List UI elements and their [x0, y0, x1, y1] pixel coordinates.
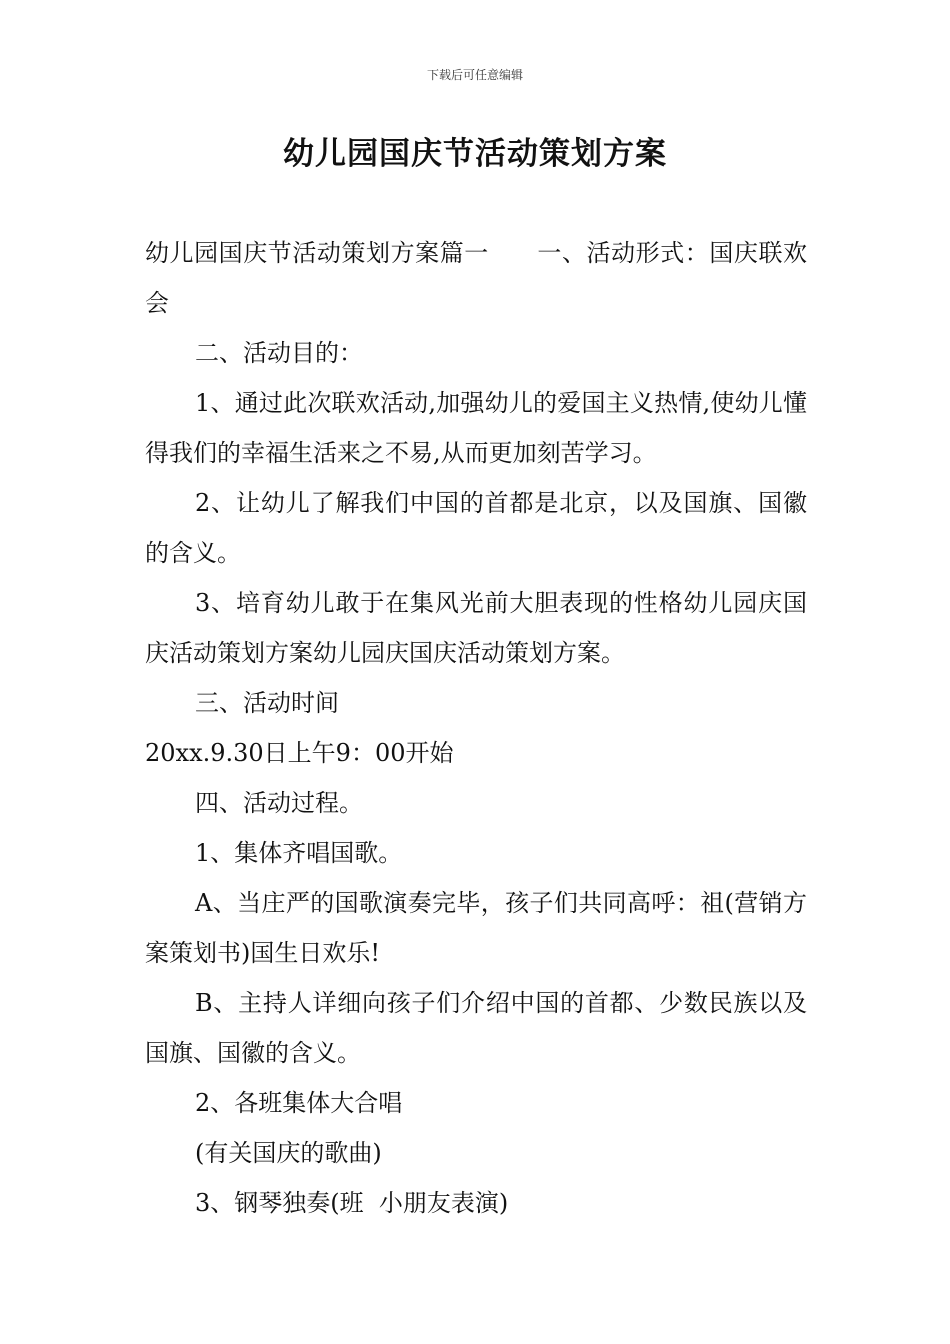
paragraph-process-1a: A、当庄严的国歌演奏完毕，孩子们共同高呼：祖(营销方案策划书)国生日欢乐!	[145, 889, 807, 967]
paragraph-process-1: 1、集体齐唱国歌。	[195, 839, 403, 867]
section-heading: 幼儿园国庆节活动策划方案篇一	[145, 239, 489, 267]
activity-form-text: 一、活动形式：国庆联欢会	[145, 239, 808, 317]
document-title: 幼儿园国庆节活动策划方案	[283, 136, 667, 172]
paragraph-purpose-heading: 二、活动目的：	[195, 339, 363, 367]
paragraph-process-3: 3、钢琴独奏(班 小朋友表演)	[195, 1189, 509, 1217]
paragraph-process-2: 2、各班集体大合唱	[195, 1089, 403, 1117]
header-note: 下载后可任意编辑	[426, 68, 523, 82]
paragraph-purpose-1: 1、通过此次联欢活动,加强幼儿的爱国主义热情,使幼儿懂得我们的幸福生活来之不易,从而更加刻苦学习。	[145, 389, 807, 467]
document-body	[145, 228, 807, 1228]
paragraph-process-heading: 四、活动过程。	[195, 789, 363, 817]
intro-paragraph	[145, 228, 807, 328]
paragraph-purpose-2: 2、让幼儿了解我们中国的首都是北京，以及国旗、国徽的含义。	[145, 489, 807, 567]
paragraph-time-heading: 三、活动时间	[195, 689, 339, 717]
paragraph-process-1b: B、主持人详细向孩子们介绍中国的首都、少数民族以及国旗、国徽的含义。	[145, 989, 807, 1067]
paragraph-process-2-note: (有关国庆的歌曲)	[195, 1139, 382, 1167]
paragraph-time-value: 20xx.9.30日上午9：00开始	[145, 739, 454, 767]
paragraph-purpose-3: 3、培育幼儿敢于在集风光前大胆表现的性格幼儿园庆国庆活动策划方案幼儿园庆国庆活动策划方案。	[145, 589, 807, 667]
